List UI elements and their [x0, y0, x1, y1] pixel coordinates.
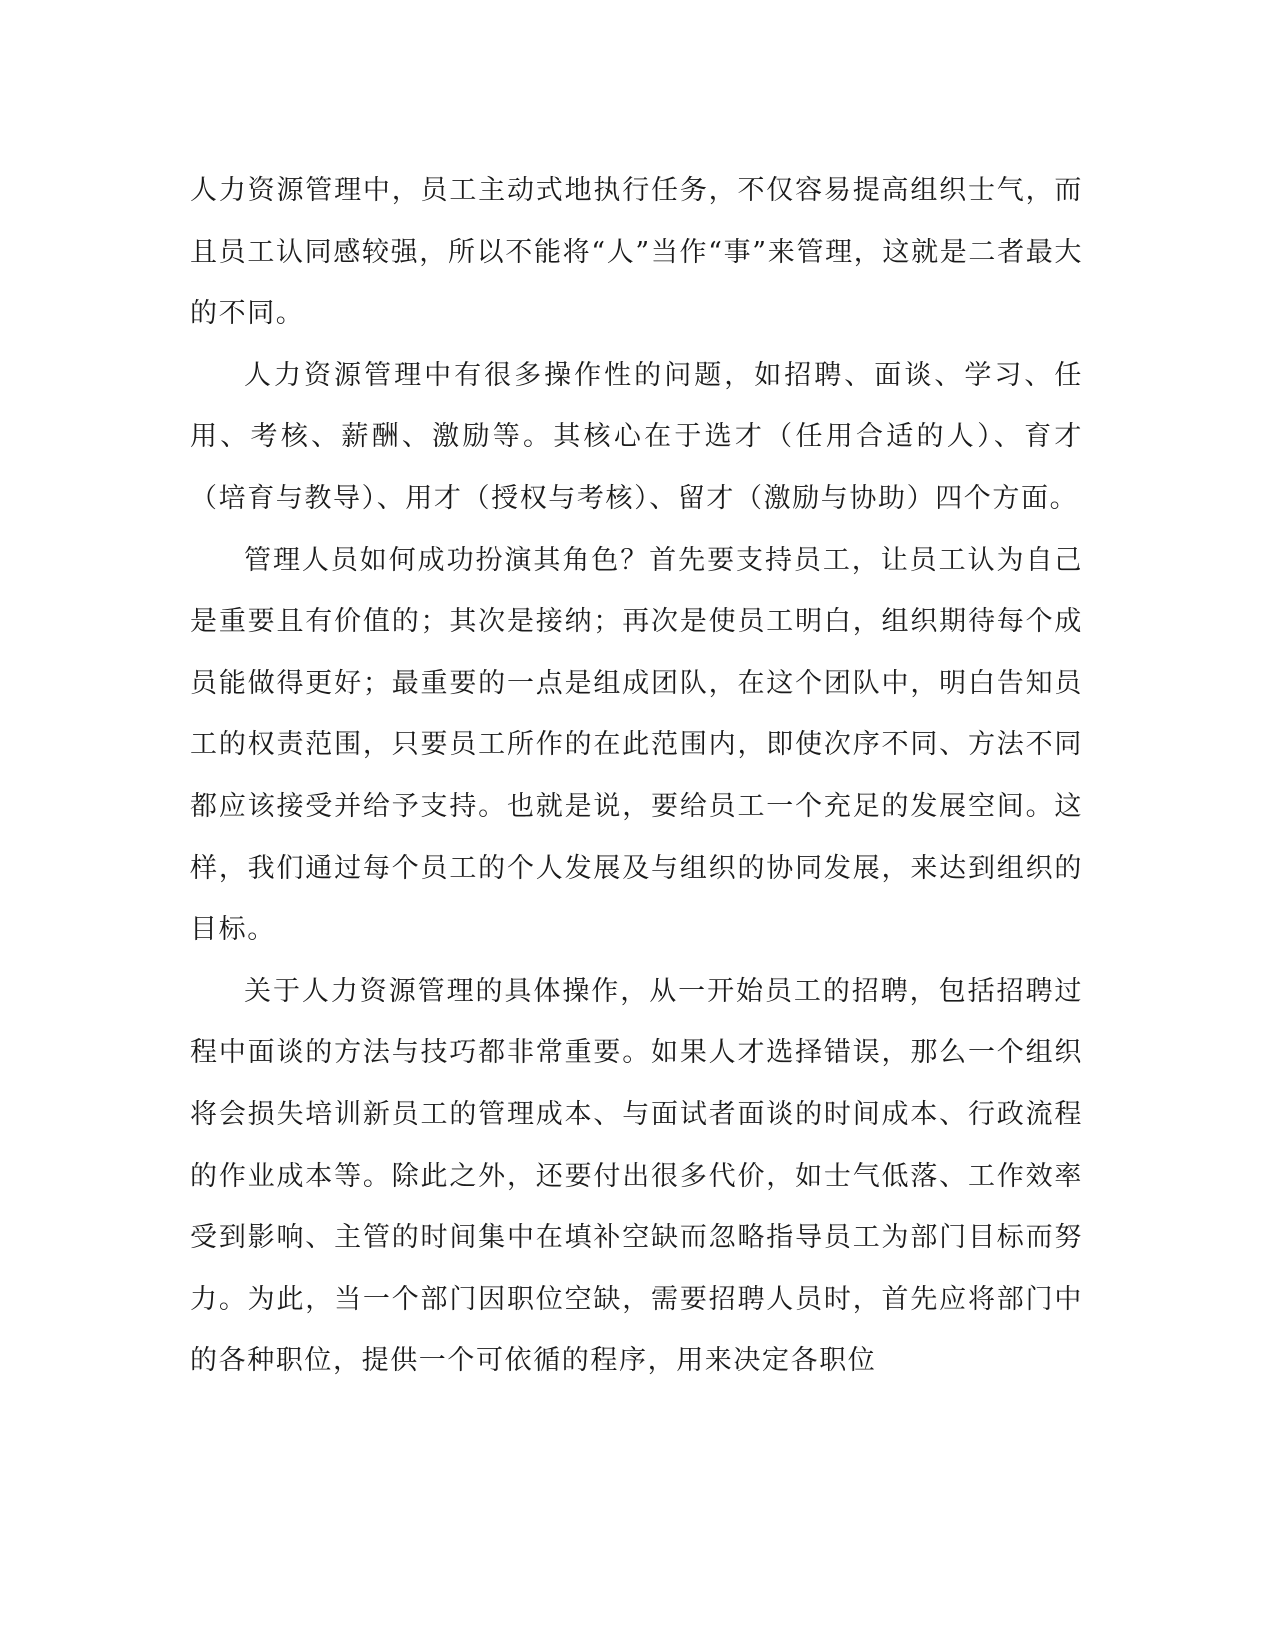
paragraph-1: 人力资源管理中，员工主动式地执行任务，不仅容易提高组织士气，而且员工认同感较强，所以不能将“人”当作“事”来管理，这就是二者最大的不同。: [190, 175, 1083, 330]
body-text: [190, 160, 1083, 1392]
paragraph-3: 管理人员如何成功扮演其角色？首先要支持员工，让员工认为自己是重要且有价值的；其次是接纳；再次是使员工明白，组织期待每个成员能做得更好；最重要的一点是组成团队，在这个团队中，明白告知员工的权责范围，只要员工所作的在此范围内，即使次序不同、方法不同都应该接受并给予支持。也就是说，要给员工一个充足的发展空间。这样，我们通过每个员工的个人发展及与组织的协同发展，来达到组织的目标。: [190, 544, 1083, 946]
paragraph-2: 人力资源管理中有很多操作性的问题，如招聘、面谈、学习、任用、考核、薪酬、激励等。其核心在于选才（任用合适的人）、育才（培育与教导）、用才（授权与考核）、留才（激励与协助）四个方面。: [190, 359, 1083, 514]
paragraph-4: 关于人力资源管理的具体操作，从一开始员工的招聘，包括招聘过程中面谈的方法与技巧都非常重要。如果人才选择错误，那么一个组织将会损失培训新员工的管理成本、与面试者面谈的时间成本、行政流程的作业成本等。除此之外，还要付出很多代价，如士气低落、工作效率受到影响、主管的时间集中在填补空缺而忽略指导员工为部门目标而努力。为此，当一个部门因职位空缺，需要招聘人员时，首先应将部门中的各种职位，提供一个可依循的程序，用来决定各职位: [190, 975, 1083, 1377]
